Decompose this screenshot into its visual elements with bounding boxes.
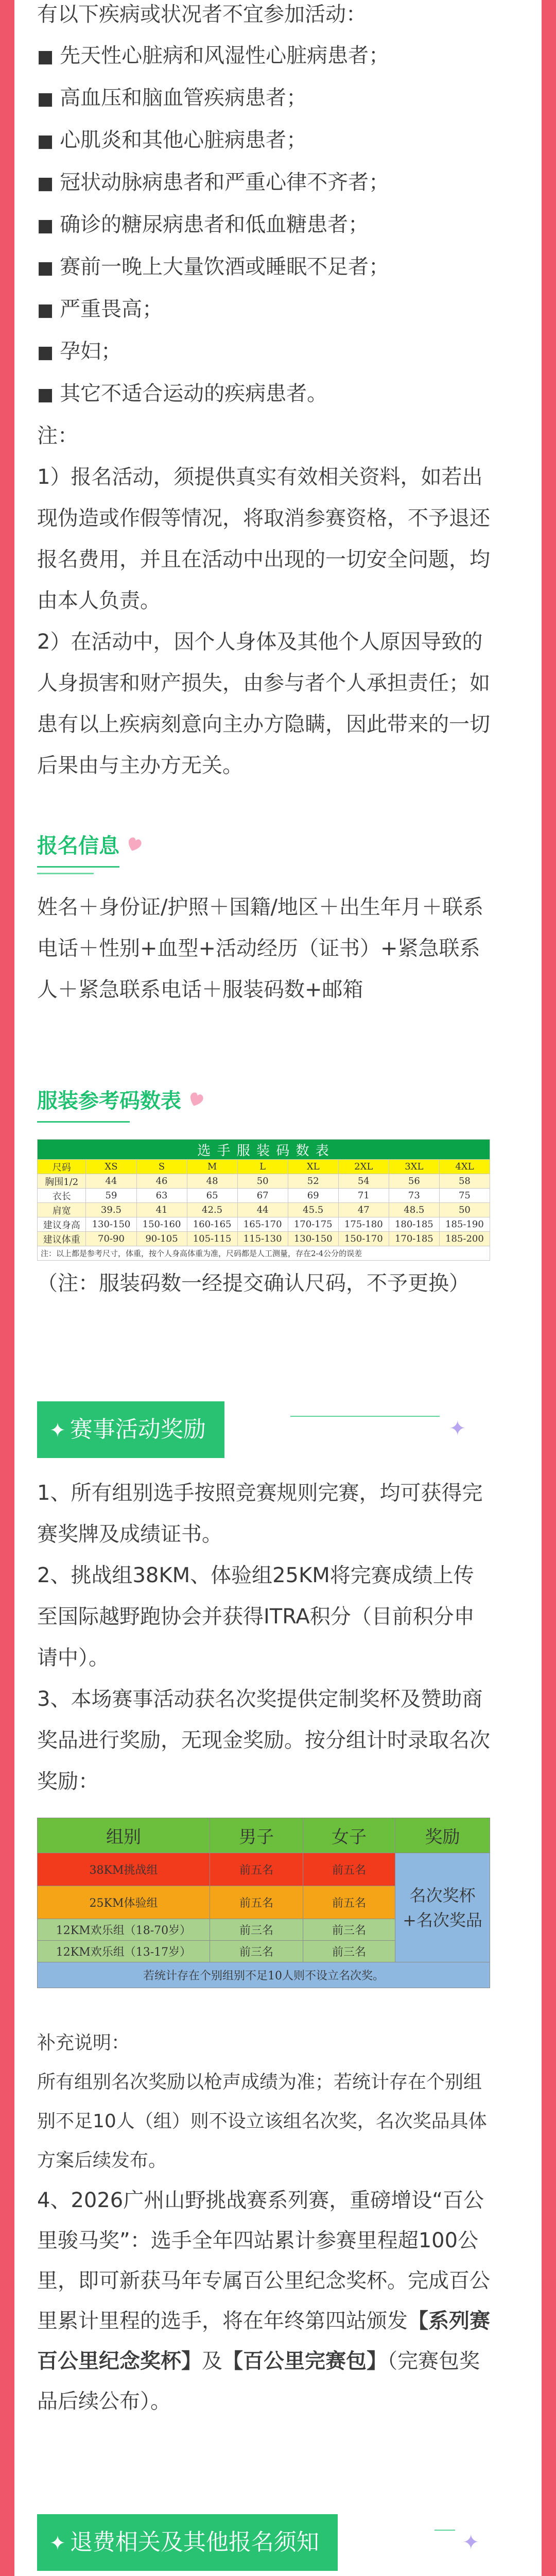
table-cell: 150-170 — [338, 1232, 389, 1246]
awards-banner-text: 赛事活动奖励 — [70, 1416, 206, 1443]
health-restrictions — [37, 0, 490, 786]
notes-title: 注： — [37, 424, 78, 448]
size-table-title: 选 手 服 装 码 数 表 — [38, 1140, 490, 1160]
table-cell: 前五名 — [210, 1886, 303, 1919]
table-cell: 130-150 — [86, 1217, 136, 1232]
award-paragraph: 2、挑战组38KM、体验组25KM将完赛成绩上传至国际越野跑协会并获得ITRA积分（目前积分申请中）。 — [37, 1564, 475, 1670]
refund-banner-label — [37, 2514, 338, 2571]
p4-highlight-pack: 【百公里完赛包】 — [222, 2349, 387, 2373]
award-table — [37, 1818, 490, 1988]
table-cell: 185-190 — [439, 1217, 490, 1232]
size-header-cell: 4XL — [439, 1160, 490, 1174]
table-cell: 前三名 — [303, 1941, 395, 1962]
table-cell: 胸围1/2 — [38, 1174, 86, 1189]
table-cell: 建议身高 — [38, 1217, 86, 1232]
award-table-footer — [38, 1962, 490, 1988]
table-cell: 170-175 — [288, 1217, 338, 1232]
table-row — [38, 1232, 490, 1246]
table-cell: 衣长 — [38, 1189, 86, 1203]
list-item: ■ 严重畏高； — [37, 289, 490, 331]
table-cell: 65 — [187, 1189, 237, 1203]
awards-banner-row — [37, 1401, 490, 1458]
table-cell: 58 — [439, 1174, 490, 1189]
star-icon: ✦ — [49, 2532, 66, 2554]
awards-content — [37, 1472, 490, 1802]
table-cell: 45.5 — [288, 1203, 338, 1217]
size-header-cell: XL — [288, 1160, 338, 1174]
table-cell: 67 — [237, 1189, 288, 1203]
title-underline — [37, 866, 119, 868]
size-table-header — [38, 1160, 490, 1174]
table-cell: 52 — [288, 1174, 338, 1189]
registration-title-row — [37, 829, 490, 859]
size-note: （注：服装码数一经提交确认尺码，不予更换） — [37, 1272, 470, 1295]
award-header-cell: 女子 — [303, 1818, 395, 1853]
list-item: ■ 赛前一晚上大量饮酒或睡眠不足者； — [37, 246, 490, 289]
table-cell: 前五名 — [303, 1886, 395, 1919]
award-header-cell: 男子 — [210, 1818, 303, 1853]
sparkle-icon: ✦ — [462, 2531, 480, 2554]
table-cell: 170-185 — [389, 1232, 439, 1246]
size-header-cell: S — [136, 1160, 187, 1174]
table-cell: 前三名 — [303, 1919, 395, 1941]
award-header-cell: 奖励 — [395, 1818, 490, 1853]
table-cell: 前五名 — [210, 1853, 303, 1886]
supplement-text: 所有组别名次奖励以枪声成绩为准；若统计存在个别组别不足10人（组）则不设立该组名次奖，名次奖品具体方案后续发布。 — [37, 2072, 487, 2171]
banner-decor-line — [290, 1416, 440, 1417]
awards-banner-label — [37, 1401, 224, 1458]
table-cell: 69 — [288, 1189, 338, 1203]
table-cell: 46 — [136, 1174, 187, 1189]
table-cell: 150-160 — [136, 1217, 187, 1232]
table-cell: 70-90 — [86, 1232, 136, 1246]
table-cell: 25KM体验组 — [38, 1886, 210, 1919]
table-cell: 前三名 — [210, 1941, 303, 1962]
restrictions-lead: 有以下疾病或状况者不宜参加活动： — [37, 3, 367, 26]
size-table-title-row — [38, 1140, 490, 1160]
table-row — [38, 1174, 490, 1189]
size-section — [37, 1084, 490, 1304]
title-underline — [37, 1121, 130, 1123]
reward-cell: 名次奖杯+名次奖品 — [395, 1853, 490, 1962]
size-header-cell: 2XL — [338, 1160, 389, 1174]
awards-banner — [37, 1401, 490, 1458]
list-item: ■ 冠状动脉病患者和严重心律不齐者； — [37, 162, 490, 204]
table-cell: 42.5 — [187, 1203, 237, 1217]
table-cell: 185-200 — [439, 1232, 490, 1246]
table-cell: 44 — [237, 1203, 288, 1217]
table-cell: 75 — [439, 1189, 490, 1203]
table-cell: 前三名 — [210, 1919, 303, 1941]
note-paragraph: 2）在活动中，因个人身体及其他个人原因导致的人身损害和财产损失，由参与者个人承担责任；如患有以上疾病刻意向主办方隐瞒，因此带来的一切后果由与主办方无关。 — [37, 630, 490, 777]
list-item: ■ 其它不适合运动的疾病患者。 — [37, 373, 490, 415]
list-item: ■ 先天性心脏病和风湿性心脏病患者； — [37, 35, 490, 77]
supplement-title: 补充说明： — [37, 2032, 130, 2054]
table-cell: 71 — [338, 1189, 389, 1203]
table-cell: 54 — [338, 1174, 389, 1189]
list-item: ■ 确诊的糖尿病患者和低血糖患者； — [37, 204, 490, 246]
heart-icon — [125, 835, 144, 854]
size-title: 服装参考码数表 — [37, 1089, 181, 1113]
registration-section — [37, 829, 490, 1010]
table-cell: 12KM欢乐组（13-17岁） — [38, 1941, 210, 1962]
size-header-cell: 尺码 — [38, 1160, 86, 1174]
table-cell: 39.5 — [86, 1203, 136, 1217]
table-row — [38, 1203, 490, 1217]
list-item: ■ 孕妇； — [37, 331, 490, 373]
table-cell: 63 — [136, 1189, 187, 1203]
table-cell: 59 — [86, 1189, 136, 1203]
table-footnote-row — [38, 1246, 490, 1261]
size-table-footnote: 注：以上都是参考尺寸，体重，按个人身高体重为准，尺码都是人工测量，存在2-4公分的误差 — [38, 1246, 490, 1261]
table-cell: 44 — [86, 1174, 136, 1189]
refund-banner-text: 退费相关及其他报名须知 — [70, 2529, 319, 2555]
list-item: ■ 心肌炎和其他心脏病患者； — [37, 120, 490, 162]
table-cell: 12KM欢乐组（18-70岁） — [38, 1919, 210, 1941]
table-cell: 165-170 — [237, 1217, 288, 1232]
sparkle-icon: ✦ — [449, 1417, 466, 1440]
table-cell: 130-150 — [288, 1232, 338, 1246]
table-cell: 73 — [389, 1189, 439, 1203]
table-cell: 105-115 — [187, 1232, 237, 1246]
table-cell: 48 — [187, 1174, 237, 1189]
table-row — [38, 1853, 490, 1886]
size-title-row — [37, 1084, 490, 1114]
size-header-cell: XS — [86, 1160, 136, 1174]
table-row — [38, 1217, 490, 1232]
table-cell: 50 — [439, 1203, 490, 1217]
table-row — [38, 1189, 490, 1203]
award-table-footnote: 若统计存在个别组别不足10人则不设立名次奖。 — [38, 1962, 490, 1988]
banner-decor-line — [435, 2530, 455, 2531]
award-table-header — [38, 1818, 490, 1853]
table-cell: 115-130 — [237, 1232, 288, 1246]
list-item: ■ 高血压和脑血管疾病患者； — [37, 77, 490, 120]
registration-fields: 姓名＋身份证/护照＋国籍/地区＋出生年月＋联系电话＋性别+血型+活动经历（证书）+紧急联系人＋紧急联系电话＋服装码数+邮箱 — [37, 895, 483, 1002]
table-cell: 175-180 — [338, 1217, 389, 1232]
table-cell: 180-185 — [389, 1217, 439, 1232]
table-cell: 38KM挑战组 — [38, 1853, 210, 1886]
table-cell: 50 — [237, 1174, 288, 1189]
award-paragraph: 1、所有组别选手按照竞赛规则完赛，均可获得完赛奖牌及成绩证书。 — [37, 1481, 483, 1546]
table-cell: 90-105 — [136, 1232, 187, 1246]
table-cell: 41 — [136, 1203, 187, 1217]
p4-text: 4、2026广州山野挑战赛系列赛，重磅增设“百公里骏马奖”：选手全年四站累计参赛里程超100公里，即可新获马年专属百公里纪念奖杯。完成百公里累计里程的选手，将在年终第四站颁发 — [37, 2189, 490, 2333]
table-cell: 建议体重 — [38, 1232, 86, 1246]
refund-banner-row — [37, 2514, 490, 2571]
title-underline-short — [37, 873, 94, 874]
refund-banner — [37, 2514, 490, 2571]
award-paragraph: 3、本场赛事活动获名次奖提供定制奖杯及赞助商奖品进行奖励，无现金奖励。按分组计时录取名次奖励： — [37, 1687, 490, 1793]
table-cell: 前五名 — [303, 1853, 395, 1886]
table-cell: 48.5 — [389, 1203, 439, 1217]
size-header-cell: 3XL — [389, 1160, 439, 1174]
p4-end: （完赛包奖品后续公布）。 — [37, 2349, 480, 2413]
award-paragraph-4 — [37, 2180, 490, 2421]
registration-title: 报名信息 — [37, 834, 119, 858]
awards-supplement — [37, 2024, 490, 2421]
table-cell: 肩宽 — [38, 1203, 86, 1217]
p4-highlight-trophy: 【系列赛百公里纪念奖杯】 — [37, 2309, 490, 2373]
size-header-cell: M — [187, 1160, 237, 1174]
size-header-cell: L — [237, 1160, 288, 1174]
p4-and: 及 — [202, 2349, 222, 2373]
star-icon: ✦ — [49, 1419, 66, 1442]
table-cell: 56 — [389, 1174, 439, 1189]
heart-icon — [186, 1090, 206, 1109]
table-cell: 47 — [338, 1203, 389, 1217]
award-header-cell: 组别 — [38, 1818, 210, 1853]
table-cell: 160-165 — [187, 1217, 237, 1232]
note-paragraph: 1）报名活动，须提供真实有效相关资料，如若出现伪造或作假等情况，将取消参赛资格，不予退还报名费用，并且在活动中出现的一切安全问题，均由本人负责。 — [37, 465, 490, 613]
size-table — [37, 1139, 490, 1261]
